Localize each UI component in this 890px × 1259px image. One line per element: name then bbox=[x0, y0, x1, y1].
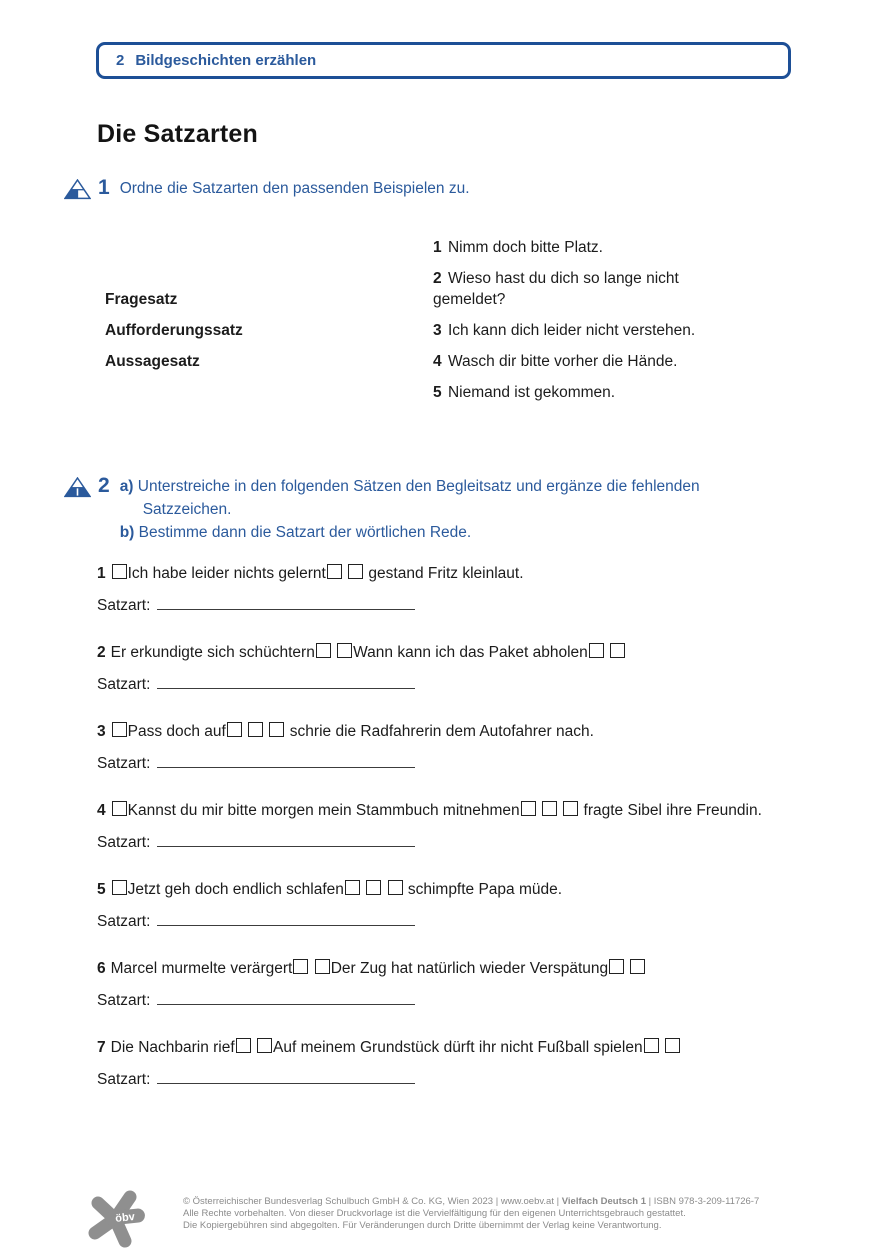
sentence-number: 2 bbox=[97, 644, 106, 661]
punctuation-box[interactable] bbox=[112, 801, 127, 816]
sentence-number: 4 bbox=[97, 802, 106, 819]
part-b-text: Bestimme dann die Satzart der wörtlichen Rede. bbox=[138, 524, 472, 541]
satzart-answer-line bbox=[97, 989, 797, 1013]
punctuation-box[interactable] bbox=[348, 564, 363, 579]
oebv-logo-text: öbv bbox=[114, 1210, 136, 1225]
punctuation-box[interactable] bbox=[610, 643, 625, 658]
punctuation-box[interactable] bbox=[112, 722, 127, 737]
punctuation-box[interactable] bbox=[257, 1038, 272, 1053]
punctuation-box[interactable] bbox=[609, 959, 624, 974]
sentence-line bbox=[97, 800, 797, 822]
example-sentence bbox=[433, 238, 738, 259]
satzart-label: Satzart: bbox=[97, 597, 151, 614]
punctuation-box[interactable] bbox=[248, 722, 263, 737]
satzart-blank[interactable] bbox=[157, 910, 415, 926]
satzart-blank[interactable] bbox=[157, 989, 415, 1005]
punctuation-box[interactable] bbox=[542, 801, 557, 816]
sentence-list bbox=[97, 563, 797, 1116]
example-text: Nimm doch bitte Platz. bbox=[447, 239, 603, 256]
satzart-type-label: Fragesatz bbox=[105, 291, 178, 308]
example-number: 5 bbox=[433, 383, 442, 401]
example-sentence bbox=[433, 352, 738, 373]
satzart-label: Satzart: bbox=[97, 755, 151, 772]
sentence-line bbox=[97, 721, 797, 743]
sentence-number: 1 bbox=[97, 565, 106, 582]
difficulty-pyramid-level1-icon bbox=[64, 179, 91, 200]
punctuation-box[interactable] bbox=[236, 1038, 251, 1053]
sentence-number: 6 bbox=[97, 960, 106, 977]
exercise1-number: 1 bbox=[98, 176, 110, 199]
satzart-answer-line bbox=[97, 752, 797, 776]
satzart-answer-line bbox=[97, 831, 797, 855]
punctuation-box[interactable] bbox=[293, 959, 308, 974]
part-a-text: Unterstreiche in den folgenden Sätzen den Begleitsatz und ergänze die fehlenden Satzzeichen. bbox=[137, 478, 700, 518]
punctuation-box[interactable] bbox=[316, 643, 331, 658]
sentence-block bbox=[97, 800, 797, 855]
sentence-block bbox=[97, 721, 797, 776]
part-a-label: a) bbox=[119, 478, 134, 495]
punctuation-box[interactable] bbox=[644, 1038, 659, 1053]
sentence-line bbox=[97, 958, 797, 980]
example-text: Wasch dir bitte vorher die Hände. bbox=[447, 352, 678, 370]
satzart-label: Satzart: bbox=[97, 1071, 151, 1088]
example-sentence bbox=[433, 383, 738, 404]
example-number: 4 bbox=[433, 352, 442, 370]
sentence-line bbox=[97, 563, 797, 585]
chapter-header bbox=[96, 42, 791, 79]
example-text: Ich kann dich leider nicht verstehen. bbox=[447, 321, 696, 339]
sentence-number: 3 bbox=[97, 723, 106, 740]
sentence-text: Er erkundigte sich schüchtern Wann kann ich das Paket abholen bbox=[111, 644, 626, 661]
sentence-number: 5 bbox=[97, 881, 106, 898]
example-column bbox=[433, 238, 738, 414]
sentence-text: Marcel murmelte verärgert Der Zug hat natürlich wieder Verspätung bbox=[111, 960, 647, 977]
satzart-label: Satzart: bbox=[97, 676, 151, 693]
exercise1-instruction: Ordne die Satzarten den passenden Beispielen zu. bbox=[119, 180, 470, 197]
satzart-type-label: Aufforderungssatz bbox=[105, 322, 243, 339]
punctuation-box[interactable] bbox=[589, 643, 604, 658]
punctuation-box[interactable] bbox=[327, 564, 342, 579]
satzart-answer-line bbox=[97, 673, 797, 697]
satzart-blank[interactable] bbox=[157, 1068, 415, 1084]
satzart-label: Satzart: bbox=[97, 834, 151, 851]
exercise2-header bbox=[64, 474, 720, 544]
sentence-text: Ich habe leider nichts gelernt gestand Fritz kleinlaut. bbox=[111, 565, 524, 582]
punctuation-box[interactable] bbox=[227, 722, 242, 737]
punctuation-box[interactable] bbox=[315, 959, 330, 974]
exercise1-header bbox=[64, 176, 470, 201]
sentence-line bbox=[97, 1037, 797, 1059]
example-text: Wieso hast du dich so lange nicht gemeldet? bbox=[433, 270, 679, 308]
example-number: 1 bbox=[433, 239, 442, 256]
exercise2-instructions bbox=[120, 474, 720, 544]
imprint-line3: Die Kopiergebühren sind abgegolten. Für Veränderungen durch Dritte übernimmt der Verlag keine Verantwortung. bbox=[183, 1219, 662, 1231]
satzart-label: Satzart: bbox=[97, 913, 151, 930]
page-title: Die Satzarten bbox=[97, 120, 258, 148]
punctuation-box[interactable] bbox=[337, 643, 352, 658]
punctuation-box[interactable] bbox=[630, 959, 645, 974]
imprint-book-title: Vielfach Deutsch 1 bbox=[561, 1196, 647, 1207]
sentence-number: 7 bbox=[97, 1039, 106, 1056]
oebv-logo bbox=[86, 1186, 152, 1257]
exercise2-number: 2 bbox=[98, 474, 110, 497]
punctuation-box[interactable] bbox=[563, 801, 578, 816]
chapter-title: Bildgeschichten erzählen bbox=[135, 52, 317, 69]
punctuation-box[interactable] bbox=[366, 880, 381, 895]
instruction-part-a bbox=[120, 475, 720, 521]
example-number: 3 bbox=[433, 321, 442, 339]
imprint-line1 bbox=[183, 1196, 763, 1208]
imprint-copyright: © Österreichischer Bundesverlag Schulbuch GmbH & Co. KG, Wien 2023 | www.oebv.at | bbox=[183, 1196, 562, 1207]
punctuation-box[interactable] bbox=[388, 880, 403, 895]
instruction-part-b bbox=[120, 521, 720, 544]
sentence-block bbox=[97, 1037, 797, 1092]
sentence-text: Jetzt geh doch endlich schlafen schimpfte Papa müde. bbox=[111, 881, 562, 898]
satzart-blank[interactable] bbox=[157, 752, 415, 768]
difficulty-pyramid-level2-icon bbox=[64, 477, 91, 498]
punctuation-box[interactable] bbox=[665, 1038, 680, 1053]
sentence-text: Die Nachbarin rief Auf meinem Grundstück dürft ihr nicht Fußball spielen bbox=[111, 1039, 681, 1056]
punctuation-box[interactable] bbox=[345, 880, 360, 895]
sentence-block bbox=[97, 642, 797, 697]
satzart-label: Satzart: bbox=[97, 992, 151, 1009]
punctuation-box[interactable] bbox=[521, 801, 536, 816]
punctuation-box[interactable] bbox=[112, 564, 127, 579]
punctuation-box[interactable] bbox=[269, 722, 284, 737]
chapter-number: 2 bbox=[116, 52, 125, 69]
example-number: 2 bbox=[433, 270, 442, 287]
satzart-answer-line bbox=[97, 1068, 797, 1092]
satzart-answer-line bbox=[97, 910, 797, 934]
sentence-block bbox=[97, 879, 797, 934]
example-sentence bbox=[433, 269, 738, 310]
satzart-blank[interactable] bbox=[157, 673, 415, 689]
sentence-line bbox=[97, 879, 797, 901]
sentence-text: Kannst du mir bitte morgen mein Stammbuch mitnehmen fragte Sibel ihre Freundin. bbox=[111, 802, 762, 819]
satzart-blank[interactable] bbox=[157, 594, 415, 610]
imprint bbox=[183, 1196, 763, 1231]
imprint-isbn: | ISBN 978-3-209-11726-7 bbox=[646, 1196, 760, 1207]
satzart-type-label: Aussagesatz bbox=[105, 353, 200, 370]
sentence-block bbox=[97, 958, 797, 1013]
sentence-block bbox=[97, 563, 797, 618]
imprint-line2: Alle Rechte vorbehalten. Von dieser Druckvorlage ist die Vervielfältigung für den eigenen Unterrichtsgebrauch gestattet. bbox=[183, 1207, 686, 1219]
example-sentence bbox=[433, 321, 738, 342]
part-b-label: b) bbox=[119, 524, 135, 541]
sentence-line bbox=[97, 642, 797, 664]
satzart-answer-line bbox=[97, 594, 797, 618]
sentence-text: Pass doch auf schrie die Radfahrerin dem Autofahrer nach. bbox=[111, 723, 594, 740]
satzart-blank[interactable] bbox=[157, 831, 415, 847]
punctuation-box[interactable] bbox=[112, 880, 127, 895]
example-text: Niemand ist gekommen. bbox=[447, 383, 616, 401]
